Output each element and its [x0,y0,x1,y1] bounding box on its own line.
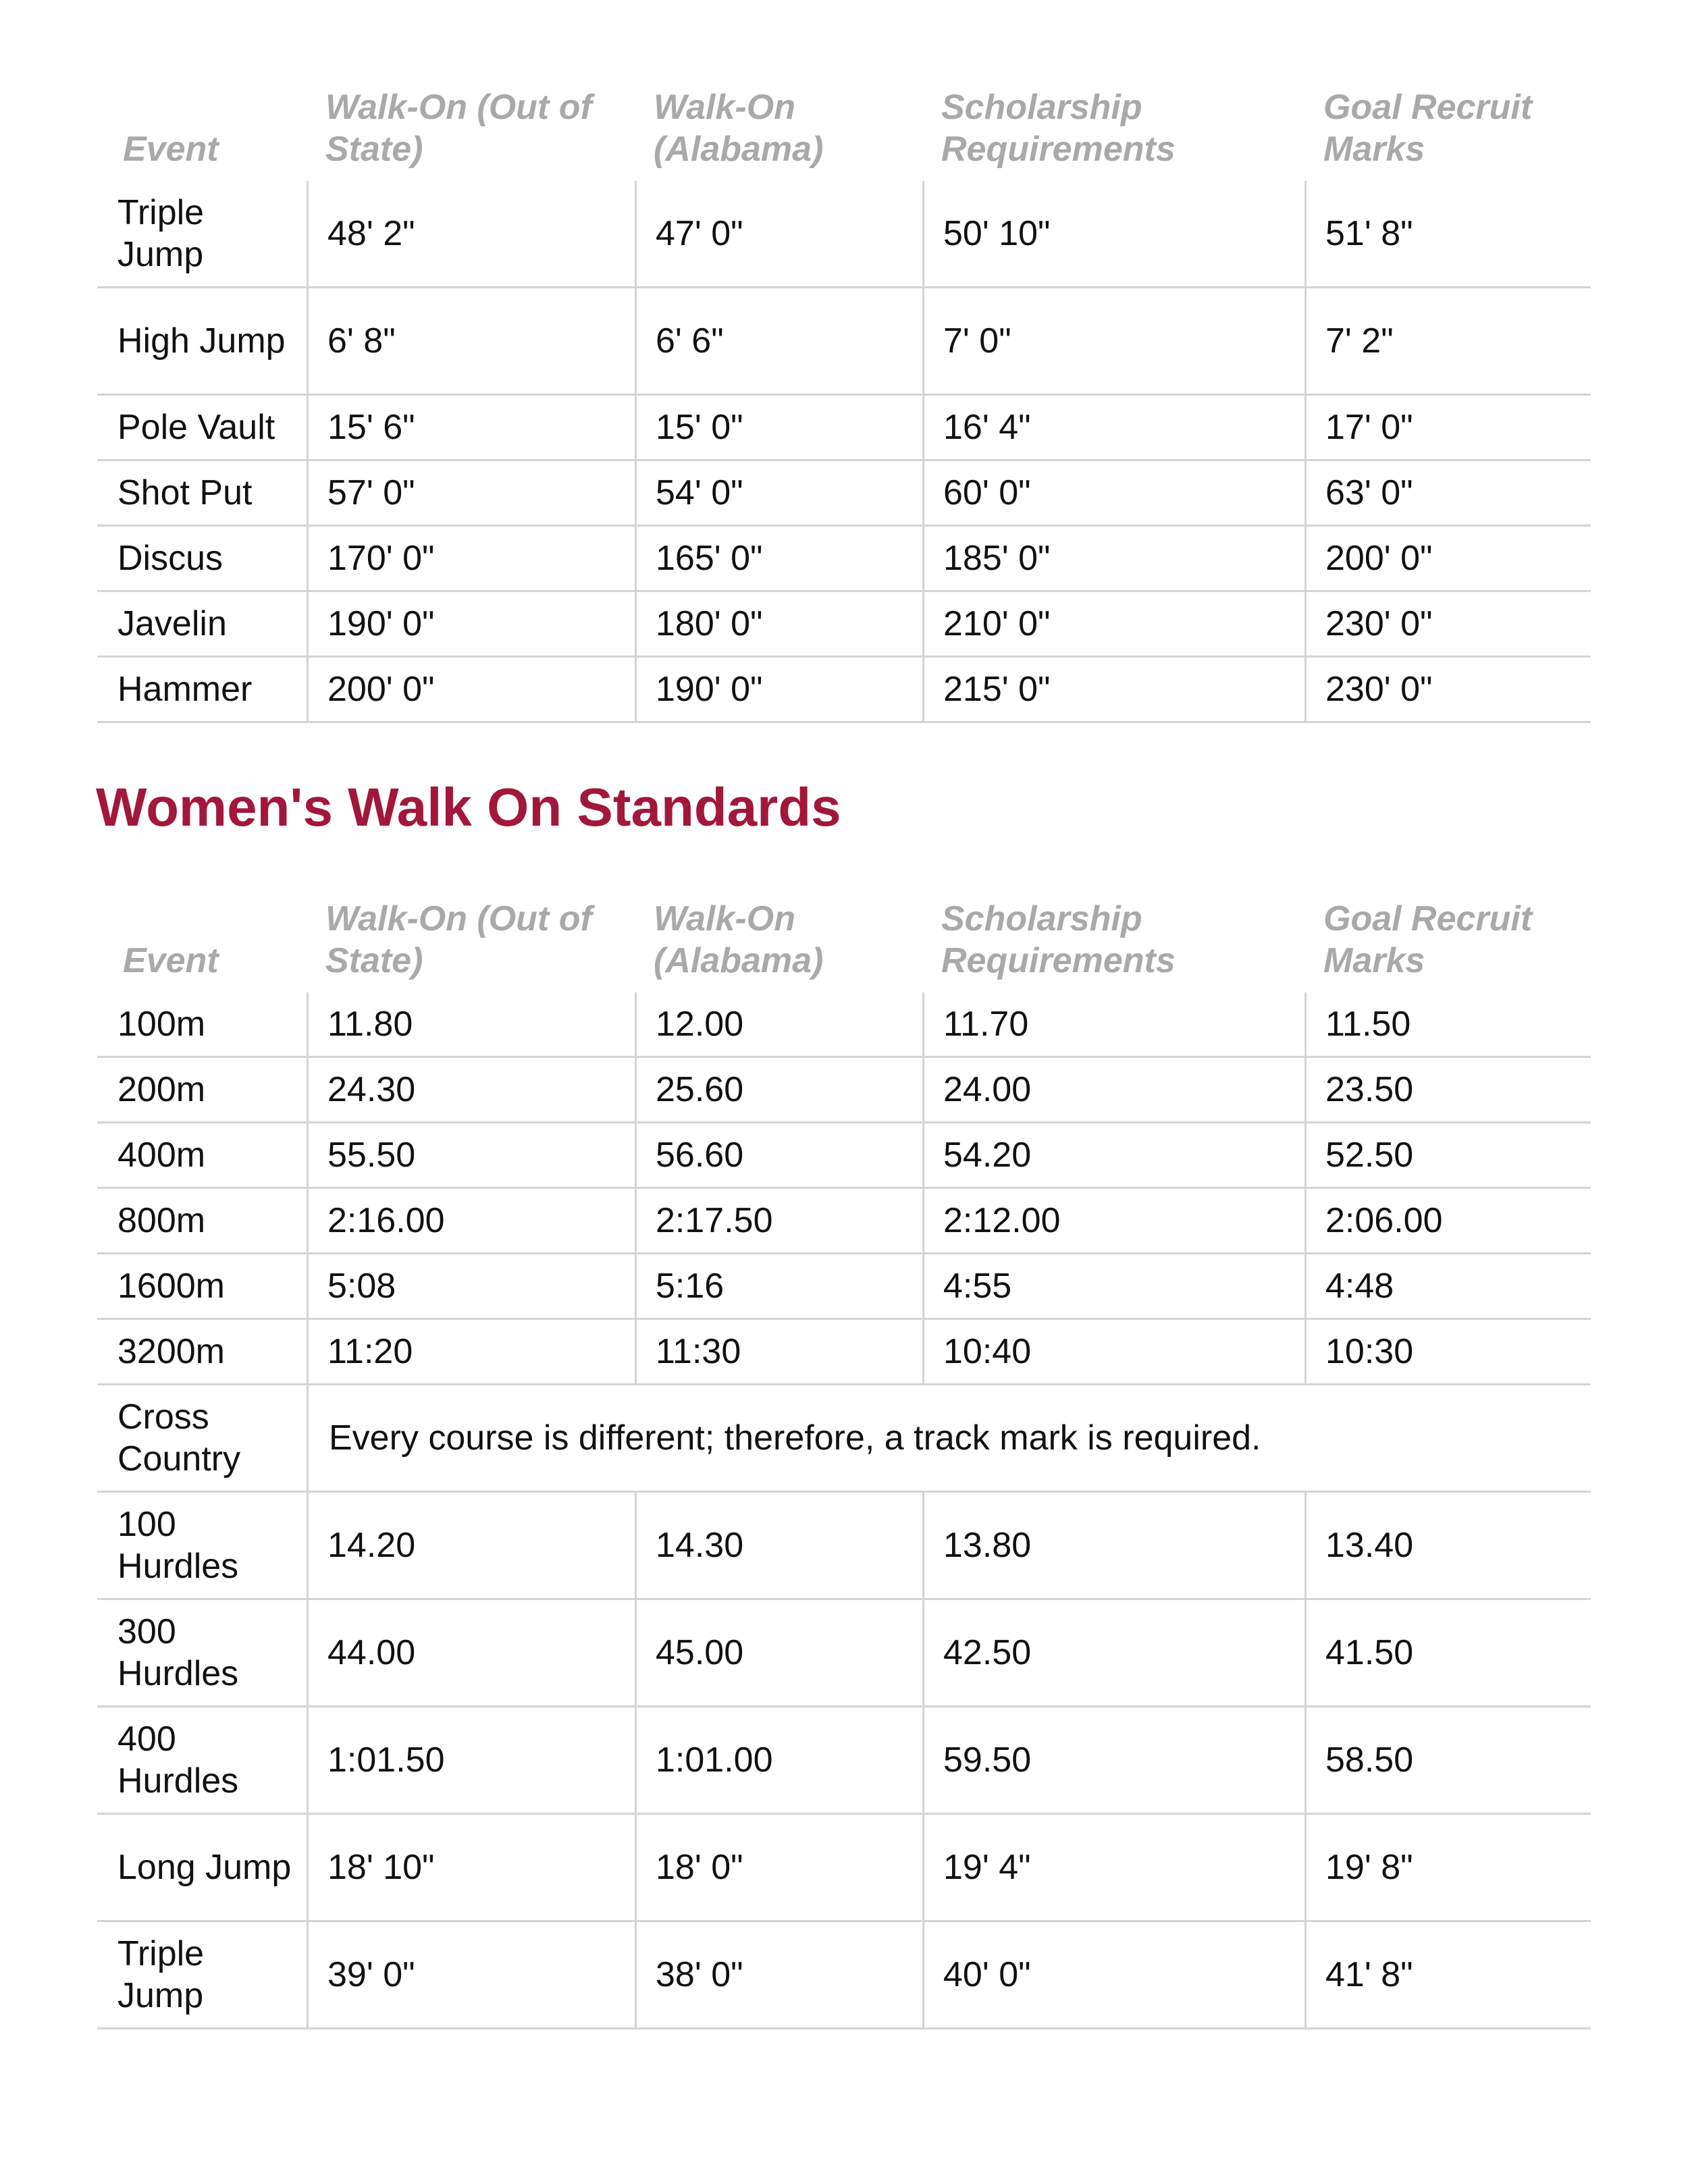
out-of-state-cell: 5:08 [307,1254,635,1320]
alabama-cell: 2:17.50 [635,1189,922,1254]
table-row [97,1058,1591,1123]
event-cell: 300 Hurdles [97,1600,307,1707]
scholarship-cell: 7' 0" [922,288,1304,396]
header-walk-on-out-of-state: Walk-On (Out of State) [325,88,592,169]
alabama-cell: 38' 0" [635,1922,922,2029]
table-row [97,527,1591,592]
alabama-cell: 190' 0" [635,658,922,723]
scholarship-cell: 10:40 [922,1320,1304,1385]
table-row [97,592,1591,658]
event-cell: 400 Hurdles [97,1707,307,1815]
men-standards-table [97,86,1591,723]
goal-cell: 2:06.00 [1304,1189,1591,1254]
event-cell: Long Jump [97,1815,307,1922]
scholarship-cell: 185' 0" [922,527,1304,592]
event-cell: High Jump [97,288,307,396]
table-row [97,658,1591,723]
out-of-state-cell: 190' 0" [307,592,635,658]
alabama-cell: 12.00 [635,992,922,1058]
alabama-cell: 11:30 [635,1320,922,1385]
scholarship-cell: 60' 0" [922,461,1304,527]
table-header-row [97,86,1591,181]
event-cell: Hammer [97,658,307,723]
out-of-state-cell: 11.80 [307,992,635,1058]
table-header-row [97,898,1591,992]
event-cell: 200m [97,1058,307,1123]
goal-cell: 7' 2" [1304,288,1591,396]
header-walk-on-alabama: Walk-On (Alabama) [654,88,824,169]
scholarship-cell: 42.50 [922,1600,1304,1707]
goal-cell: 41' 8" [1304,1922,1591,2029]
event-cell: 100 Hurdles [97,1493,307,1600]
scholarship-cell: 2:12.00 [922,1189,1304,1254]
goal-cell: 230' 0" [1304,592,1591,658]
goal-cell: 13.40 [1304,1493,1591,1600]
out-of-state-cell: 1:01.50 [307,1707,635,1815]
table-row [97,1707,1591,1815]
out-of-state-cell: 57' 0" [307,461,635,527]
goal-cell: 10:30 [1304,1320,1591,1385]
table-row [97,992,1591,1058]
goal-cell: 51' 8" [1304,181,1591,288]
alabama-cell: 18' 0" [635,1815,922,1922]
alabama-cell: 180' 0" [635,592,922,658]
goal-cell: 4:48 [1304,1254,1591,1320]
table-row [97,461,1591,527]
section-title-womens-standards: Women's Walk On Standards [96,777,841,837]
header-walk-on-out-of-state: Walk-On (Out of State) [325,899,592,980]
goal-cell: 230' 0" [1304,658,1591,723]
out-of-state-cell: 14.20 [307,1493,635,1600]
header-walk-on-alabama: Walk-On (Alabama) [654,899,824,980]
table-row [97,181,1591,288]
event-cell: Pole Vault [97,396,307,461]
table-row [97,1493,1591,1600]
scholarship-cell: 215' 0" [922,658,1304,723]
out-of-state-cell: 18' 10" [307,1815,635,1922]
cross-country-note: Every course is different; therefore, a track mark is required. [307,1385,1591,1493]
header-goal-recruit-marks: Goal Recruit Marks [1323,899,1533,980]
goal-cell: 52.50 [1304,1123,1591,1189]
out-of-state-cell: 170' 0" [307,527,635,592]
out-of-state-cell: 200' 0" [307,658,635,723]
scholarship-cell: 24.00 [922,1058,1304,1123]
goal-cell: 17' 0" [1304,396,1591,461]
table-row [97,1123,1591,1189]
out-of-state-cell: 39' 0" [307,1922,635,2029]
event-cell: 400m [97,1123,307,1189]
out-of-state-cell: 44.00 [307,1600,635,1707]
out-of-state-cell: 55.50 [307,1123,635,1189]
event-cell: Triple Jump [97,181,307,288]
header-event: Event [123,130,219,169]
out-of-state-cell: 2:16.00 [307,1189,635,1254]
event-cell: 1600m [97,1254,307,1320]
header-goal-recruit-marks: Goal Recruit Marks [1323,88,1533,169]
alabama-cell: 47' 0" [635,181,922,288]
header-scholarship-requirements: Scholarship Requirements [941,899,1176,980]
event-cell: Discus [97,527,307,592]
table-row [97,1254,1591,1320]
scholarship-cell: 40' 0" [922,1922,1304,2029]
scholarship-cell: 11.70 [922,992,1304,1058]
table-row [97,1189,1591,1254]
out-of-state-cell: 48' 2" [307,181,635,288]
alabama-cell: 25.60 [635,1058,922,1123]
alabama-cell: 165' 0" [635,527,922,592]
alabama-cell: 45.00 [635,1600,922,1707]
alabama-cell: 15' 0" [635,396,922,461]
out-of-state-cell: 6' 8" [307,288,635,396]
event-cell: 3200m [97,1320,307,1385]
scholarship-cell: 19' 4" [922,1815,1304,1922]
event-cell: Triple Jump [97,1922,307,2029]
alabama-cell: 56.60 [635,1123,922,1189]
scholarship-cell: 50' 10" [922,181,1304,288]
alabama-cell: 6' 6" [635,288,922,396]
event-cell: Javelin [97,592,307,658]
table-row [97,288,1591,396]
goal-cell: 200' 0" [1304,527,1591,592]
goal-cell: 58.50 [1304,1707,1591,1815]
alabama-cell: 5:16 [635,1254,922,1320]
alabama-cell: 54' 0" [635,461,922,527]
event-cell: 800m [97,1189,307,1254]
table-row [97,1600,1591,1707]
scholarship-cell: 13.80 [922,1493,1304,1600]
table-row [97,1815,1591,1922]
scholarship-cell: 16' 4" [922,396,1304,461]
goal-cell: 19' 8" [1304,1815,1591,1922]
event-cell: Shot Put [97,461,307,527]
goal-cell: 11.50 [1304,992,1591,1058]
scholarship-cell: 4:55 [922,1254,1304,1320]
out-of-state-cell: 15' 6" [307,396,635,461]
table-row [97,1320,1591,1385]
header-scholarship-requirements: Scholarship Requirements [941,88,1176,169]
scholarship-cell: 59.50 [922,1707,1304,1815]
goal-cell: 63' 0" [1304,461,1591,527]
women-standards-table [97,898,1591,2029]
scholarship-cell: 54.20 [922,1123,1304,1189]
event-cell: 100m [97,992,307,1058]
goal-cell: 23.50 [1304,1058,1591,1123]
out-of-state-cell: 11:20 [307,1320,635,1385]
goal-cell: 41.50 [1304,1600,1591,1707]
header-event: Event [123,941,219,980]
event-cell: Cross Country [97,1385,307,1493]
scholarship-cell: 210' 0" [922,592,1304,658]
alabama-cell: 14.30 [635,1493,922,1600]
table-row [97,1922,1591,2029]
out-of-state-cell: 24.30 [307,1058,635,1123]
alabama-cell: 1:01.00 [635,1707,922,1815]
table-row [97,396,1591,461]
table-row [97,1385,1591,1493]
